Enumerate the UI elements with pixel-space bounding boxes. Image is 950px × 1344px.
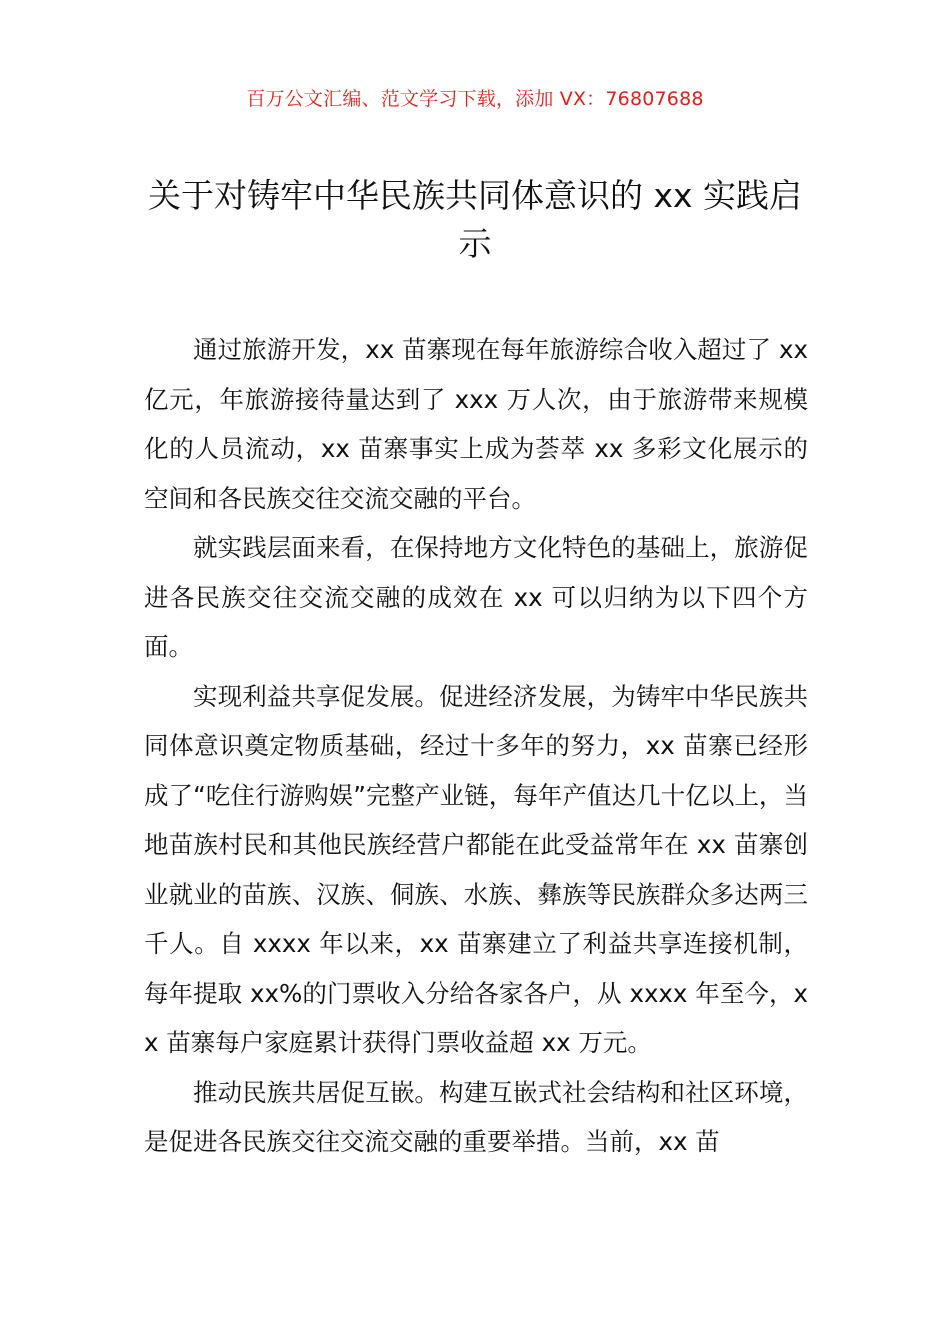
header-download-note: 百万公文汇编、范文学习下载，添加 VX：76807688 — [246, 88, 704, 110]
document-body — [144, 325, 808, 1167]
paragraph-practice-overview: 就实践层面来看，在保持地方文化特色的基础上，旅游促进各民族交往交流交融的成效在 xx 可以归纳为以下四个方面。 — [144, 533, 808, 661]
paragraph-tourism-income: 通过旅游开发，xx 苗寨现在每年旅游综合收入超过了 xx 亿元，年旅游接待量达到了 xxx 万人次，由于旅游带来规模化的人员流动，xx 苗寨事实上成为荟萃 xx 多彩文化展示的空间和各民族交往交流交融的平台。 — [144, 335, 808, 513]
document-title: 关于对铸牢中华民族共同体意识的 xx 实践启示 — [147, 176, 803, 263]
paragraph-ethnic-cohabitation: 推动民族共居促互嵌。构建互嵌式社会结构和社区环境，是促进各民族交往交流交融的重要举措。当前，xx 苗 — [144, 1077, 808, 1156]
paragraph-benefit-sharing: 实现利益共享促发展。促进经济发展，为铸牢中华民族共同体意识奠定物质基础，经过十多年的努力，xx 苗寨已经形成了“吃住行游购娱”完整产业链，每年产值达几十亿以上，当地苗族村民和其他民族经营户都能在此受益常年在 xx 苗寨创业就业的苗族、汉族、侗族、水族、彝族等民族群众多达两三千人。自 xxxx 年以来，xx 苗寨建立了利益共享连接机制，每年提取 xx%的门票收入分给各家各户，从 xxxx 年至今，xx 苗寨每户家庭累计获得门票收益超 xx 万元。 — [144, 681, 808, 1057]
